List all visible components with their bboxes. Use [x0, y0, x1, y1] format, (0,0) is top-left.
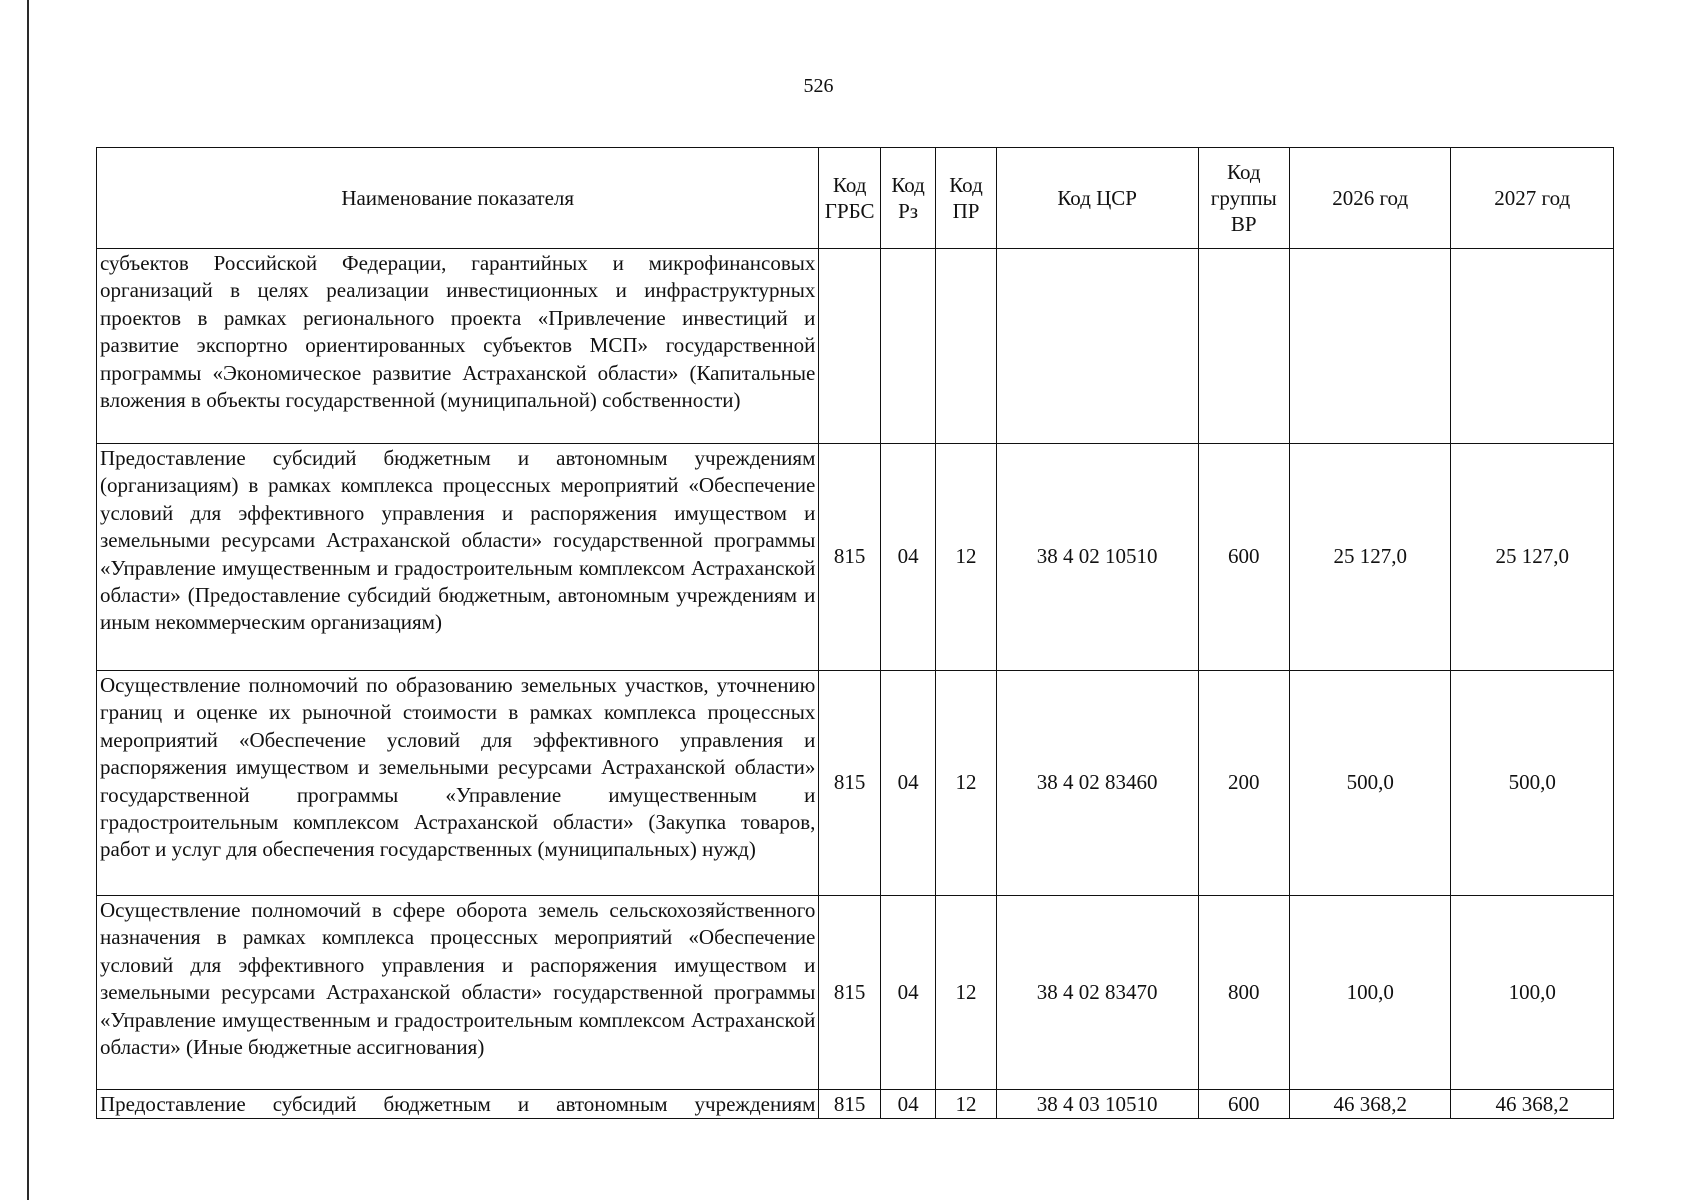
header-pr-code: Код ПР [936, 148, 997, 249]
indicator-name: субъектов Российской Федерации, гарантийных и микрофинансовых организаций в целях реализации инвестиционных и инфраструктурных проектов в рамках регионального проекта «Привлечение инвестиций и развитие экспортно ориентированных субъектов МСП» государственной программы «Экономическое развитие Астраханской области» (Капитальные вложения в объекты государственной (муниципальной) собственности) [97, 249, 819, 444]
header-year-2027: 2027 год [1451, 148, 1614, 249]
vr-group-code: 600 [1198, 1090, 1289, 1119]
amount-2027: 46 368,2 [1451, 1090, 1614, 1119]
pr-code: 12 [936, 671, 997, 896]
vr-group-code: 800 [1198, 896, 1289, 1090]
grbs-code: 815 [819, 1090, 881, 1119]
amount-2026: 500,0 [1289, 671, 1450, 896]
csr-code [996, 249, 1198, 444]
pr-code: 12 [936, 444, 997, 671]
vr-group-code: 600 [1198, 444, 1289, 671]
indicator-name: Осуществление полномочий в сфере оборота земель сельскохозяйственного назначения в рамках комплекса процессных мероприятий «Обеспечение условий для эффективного управления и распоряжения имуществом и земельными ресурсами Астраханской области» государственной программы «Управление имущественным и градостроительным комплексом Астраханской области» (Иные бюджетные ассигнования) [97, 896, 819, 1090]
amount-2027: 100,0 [1451, 896, 1614, 1090]
vr-group-code: 200 [1198, 671, 1289, 896]
rz-code [880, 249, 935, 444]
grbs-code: 815 [819, 444, 881, 671]
header-vr-group-code: Код группы ВР [1198, 148, 1289, 249]
indicator-name: Предоставление субсидий бюджетным и автономным учреждениям [97, 1090, 819, 1119]
csr-code: 38 4 02 83460 [996, 671, 1198, 896]
table-row [97, 671, 1614, 896]
pr-code: 12 [936, 896, 997, 1090]
indicator-name: Предоставление субсидий бюджетным и автономным учреждениям (организациям) в рамках комплекса процессных мероприятий «Обеспечение условий для эффективного управления и распоряжения имуществом и земельными ресурсами Астраханской области» государственной программы «Управление имущественным и градостроительным комплексом Астраханской области» (Предоставление субсидий бюджетным, автономным учреждениям и иным некоммерческим организациям) [97, 444, 819, 671]
binding-edge-line [27, 0, 29, 1200]
table-header-row [97, 148, 1614, 249]
rz-code: 04 [880, 671, 935, 896]
header-csr-code: Код ЦСР [996, 148, 1198, 249]
amount-2026: 25 127,0 [1289, 444, 1450, 671]
header-indicator-name: Наименование показателя [97, 148, 819, 249]
table-row [97, 444, 1614, 671]
header-rz-code: Код Рз [880, 148, 935, 249]
amount-2027: 25 127,0 [1451, 444, 1614, 671]
grbs-code [819, 249, 881, 444]
rz-code: 04 [880, 1090, 935, 1119]
amount-2026: 100,0 [1289, 896, 1450, 1090]
table-row [97, 896, 1614, 1090]
pr-code: 12 [936, 1090, 997, 1119]
amount-2026 [1289, 249, 1450, 444]
amount-2027 [1451, 249, 1614, 444]
csr-code: 38 4 03 10510 [996, 1090, 1198, 1119]
csr-code: 38 4 02 83470 [996, 896, 1198, 1090]
indicator-name: Осуществление полномочий по образованию земельных участков, уточнению границ и оценке их рыночной стоимости в рамках комплекса процессных мероприятий «Обеспечение условий для эффективного управления и распоряжения имуществом и земельными ресурсами Астраханской области» государственной программы «Управление имущественным и градостроительным комплексом Астраханской области» (Закупка товаров, работ и услуг для обеспечения государственных (муниципальных) нужд) [97, 671, 819, 896]
pr-code [936, 249, 997, 444]
header-grbs-code: Код ГРБС [819, 148, 881, 249]
table-row [97, 1090, 1614, 1119]
page-number: 526 [803, 75, 834, 97]
csr-code: 38 4 02 10510 [996, 444, 1198, 671]
rz-code: 04 [880, 896, 935, 1090]
vr-group-code [1198, 249, 1289, 444]
amount-2026: 46 368,2 [1289, 1090, 1450, 1119]
budget-table [96, 147, 1614, 1119]
table-row [97, 249, 1614, 444]
amount-2027: 500,0 [1451, 671, 1614, 896]
grbs-code: 815 [819, 896, 881, 1090]
rz-code: 04 [880, 444, 935, 671]
header-year-2026: 2026 год [1289, 148, 1450, 249]
grbs-code: 815 [819, 671, 881, 896]
